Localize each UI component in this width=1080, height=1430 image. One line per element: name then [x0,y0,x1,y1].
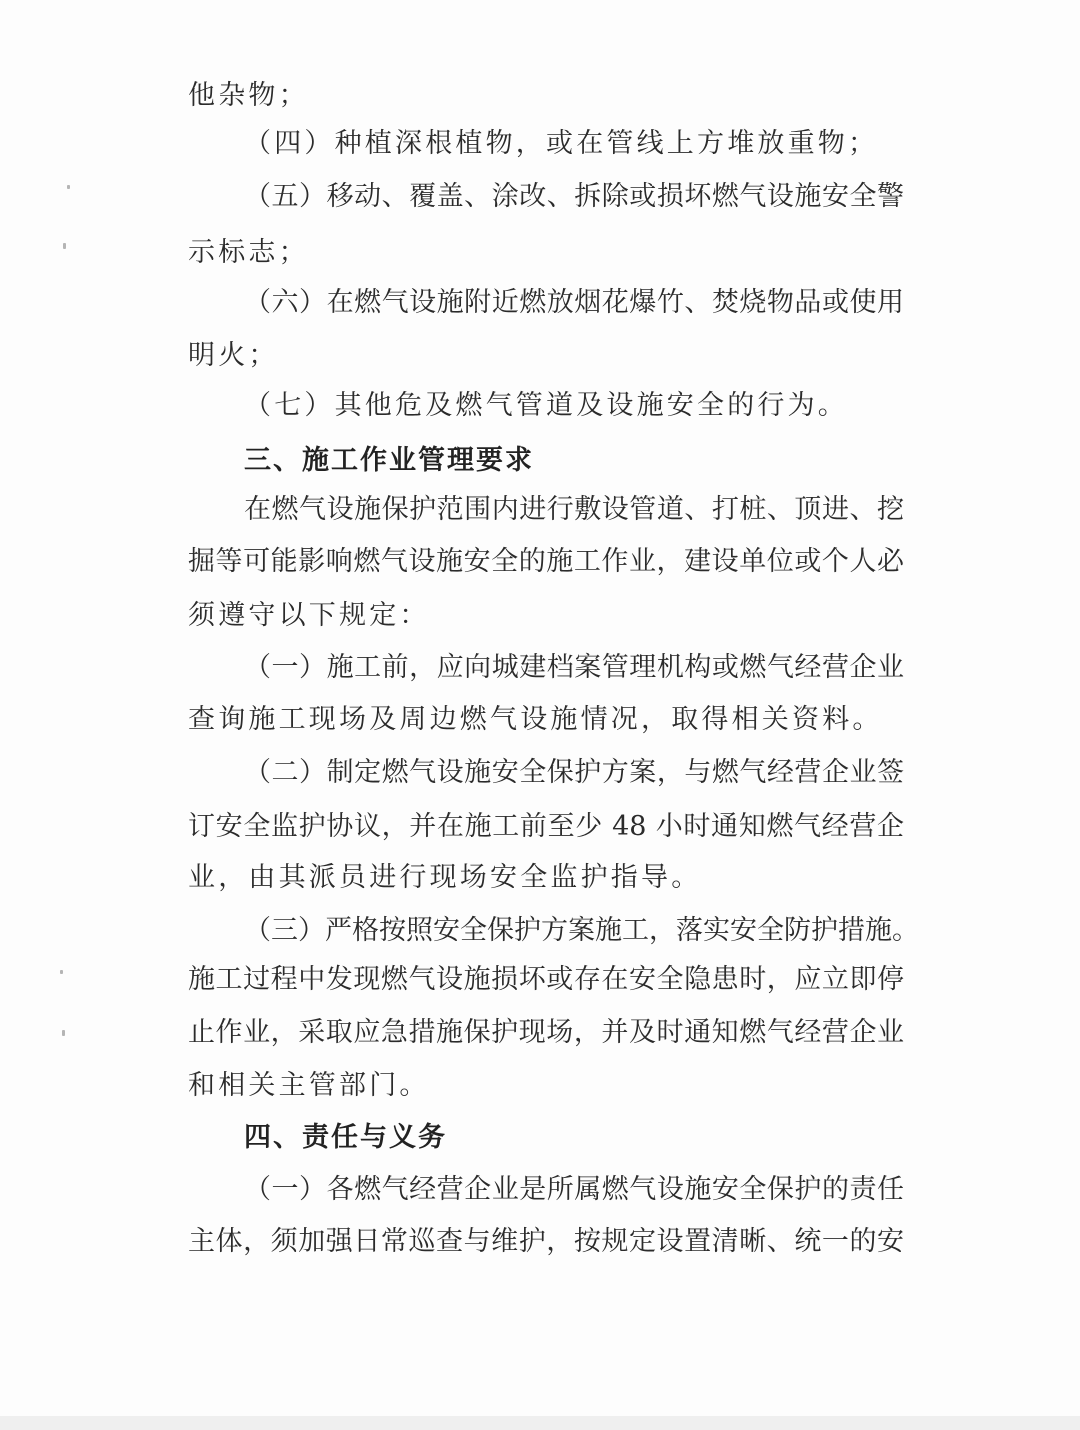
text-line: 须遵守以下规定： [188,600,430,631]
text-line: 示标志； [188,237,309,268]
section-heading: 三、施工作业管理要求 [244,445,534,476]
section-heading: 四、责任与义务 [244,1122,447,1153]
text-line: （四）种植深根植物，或在管线上方堆放重物； [244,128,879,159]
text-line: （一）施工前，应向城建档案管理机构或燃气经营企业 [244,652,904,683]
text-line: 明火； [188,340,279,371]
text-line: 和相关主管部门。 [188,1070,430,1101]
scan-speck [63,243,66,249]
text-line: 订安全监护协议，并在施工前至少 48 小时通知燃气经营企 [188,811,904,842]
scan-speck [60,970,63,974]
text-line: （一）各燃气经营企业是所属燃气设施安全保护的责任 [244,1174,904,1205]
text-line: （三）严格按照安全保护方案施工，落实安全防护措施。 [244,915,919,946]
page-bottom-edge [0,1416,1080,1430]
scan-speck [62,1030,65,1036]
text-line: 查询施工现场及周边燃气设施情况，取得相关资料。 [188,704,883,735]
text-line: （二）制定燃气设施安全保护方案，与燃气经营企业签 [244,757,904,788]
text-line: 业，由其派员进行现场安全监护指导。 [188,862,702,893]
text-line: 掘等可能影响燃气设施安全的施工作业，建设单位或个人必 [188,546,904,577]
scan-speck [67,185,70,189]
text-line: （七）其他危及燃气管道及设施安全的行为。 [244,390,848,421]
text-line: 主体，须加强日常巡查与维护，按规定设置清晰、统一的安 [188,1226,904,1257]
text-line: （六）在燃气设施附近燃放烟花爆竹、焚烧物品或使用 [244,287,904,318]
text-line: 止作业，采取应急措施保护现场，并及时通知燃气经营企业 [188,1017,904,1048]
text-line: 施工过程中发现燃气设施损坏或存在安全隐患时，应立即停 [188,964,904,995]
text-line: 他杂物； [188,80,309,111]
text-line: 在燃气设施保护范围内进行敷设管道、打桩、顶进、挖 [244,494,904,525]
text-line: （五）移动、覆盖、涂改、拆除或损坏燃气设施安全警 [244,181,904,212]
